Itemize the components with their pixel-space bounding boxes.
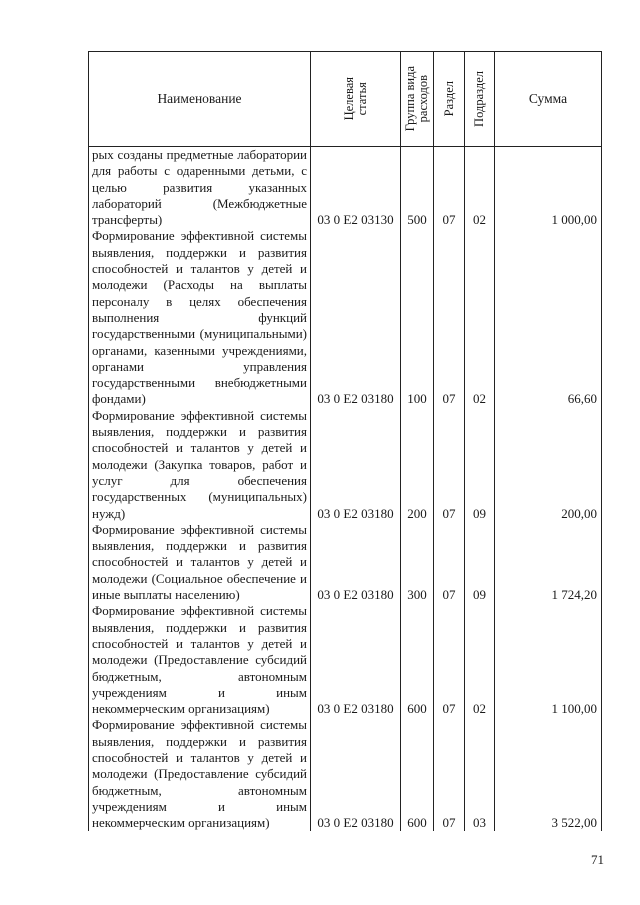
row-section: 07: [434, 717, 465, 831]
table-row: [89, 717, 602, 831]
header-expense-group-label: Группа вида расходов: [403, 66, 430, 132]
row-expense-group: 500: [401, 147, 434, 229]
row-sum: 66,60: [495, 228, 602, 407]
row-name: Формирование эффективной системы выявления, поддержки и развития способностей и талантов у детей и молодежи (Закупка товаров, работ и услуг для обеспечения государственных (муниципальных) нужд): [89, 408, 311, 522]
row-target-article: 03 0 E2 03180: [311, 228, 401, 407]
row-subsection: 02: [465, 147, 495, 229]
row-target-article: 03 0 E2 03180: [311, 717, 401, 831]
row-sum: 200,00: [495, 408, 602, 522]
budget-table: [88, 51, 602, 831]
header-target-article: [311, 52, 401, 147]
row-target-article: 03 0 E2 03180: [311, 408, 401, 522]
row-expense-group: 100: [401, 228, 434, 407]
header-subsection-label: Подраздел: [472, 71, 486, 127]
header-sum: [495, 52, 602, 147]
header-name-label: Наименование: [157, 90, 242, 106]
row-name: рых созданы предметные лаборатории для работы с одаренными детьми, с целью развития указанных лабораторий (Межбюджетные трансферты): [89, 147, 311, 229]
row-sum: 3 522,00: [495, 717, 602, 831]
table-row: [89, 147, 602, 229]
header-name: [89, 52, 311, 147]
row-target-article: 03 0 E2 03180: [311, 603, 401, 717]
row-expense-group: 300: [401, 522, 434, 603]
row-target-article: 03 0 E2 03130: [311, 147, 401, 229]
header-sum-label: Сумма: [528, 90, 568, 106]
row-expense-group: 600: [401, 603, 434, 717]
row-section: 07: [434, 603, 465, 717]
row-sum: 1 100,00: [495, 603, 602, 717]
row-subsection: 03: [465, 717, 495, 831]
header-target-article-label: Целевая статья: [341, 77, 369, 121]
row-expense-group: 200: [401, 408, 434, 522]
row-sum: 1 000,00: [495, 147, 602, 229]
row-sum: 1 724,20: [495, 522, 602, 603]
row-name: Формирование эффективной системы выявления, поддержки и развития способностей и талантов у детей и молодежи (Социальное обеспечение и иные выплаты населению): [89, 522, 311, 603]
row-expense-group: 600: [401, 717, 434, 831]
row-section: 07: [434, 147, 465, 229]
header-expense-group: [401, 52, 434, 147]
table-row: [89, 603, 602, 717]
row-name: Формирование эффективной системы выявления, поддержки и развития способностей и талантов у детей и молодежи (Предоставление субсидий бюджетным, автономным учреждениям и иным некоммерческим организациям): [89, 603, 311, 717]
table-row: [89, 228, 602, 407]
row-subsection: 09: [465, 522, 495, 603]
header-section: [434, 52, 465, 147]
header-subsection: [465, 52, 495, 147]
table-header-row: [89, 52, 602, 147]
table-row: [89, 522, 602, 603]
table-row: [89, 408, 602, 522]
row-name: Формирование эффективной системы выявления, поддержки и развития способностей и талантов у детей и молодежи (Расходы на выплаты персоналу в целях обеспечения выполнения функций государственными (муниципальными) органами, казенными учреждениями, органами управления государственными внебюджетными фондами): [89, 228, 311, 407]
header-section-label: Раздел: [441, 81, 456, 117]
row-name: Формирование эффективной системы выявления, поддержки и развития способностей и талантов у детей и молодежи (Предоставление субсидий бюджетным, автономным учреждениям и иным некоммерческим организациям): [89, 717, 311, 831]
row-subsection: 02: [465, 228, 495, 407]
row-subsection: 02: [465, 603, 495, 717]
row-section: 07: [434, 228, 465, 407]
row-section: 07: [434, 408, 465, 522]
page-number: 71: [591, 852, 604, 867]
row-target-article: 03 0 E2 03180: [311, 522, 401, 603]
row-subsection: 09: [465, 408, 495, 522]
row-section: 07: [434, 522, 465, 603]
